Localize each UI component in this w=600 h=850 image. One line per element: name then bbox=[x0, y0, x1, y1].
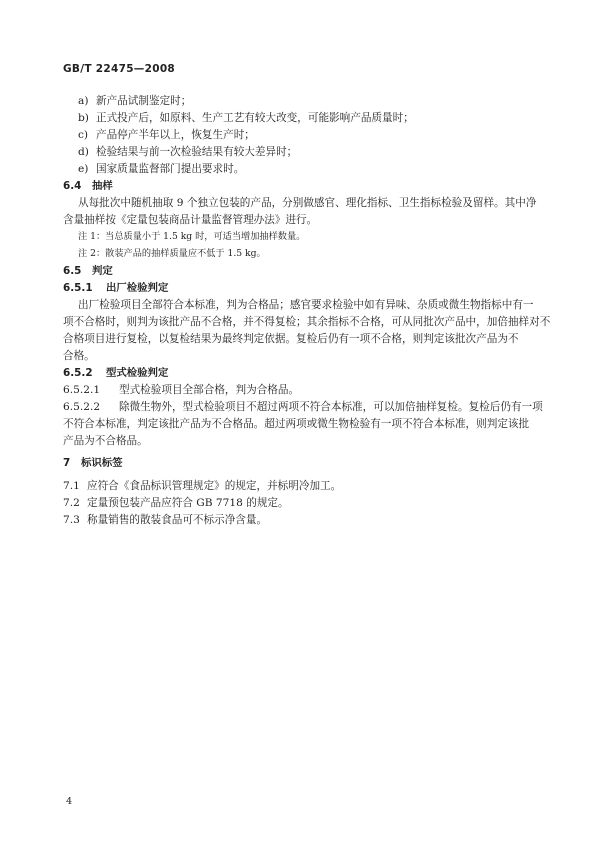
paragraph-line: 合格。 bbox=[63, 350, 95, 362]
clause-text: 应符合《食品标识管理规定》的规定，并标明冷加工。 bbox=[87, 480, 342, 492]
clause-text: 除微生物外，型式检验项目不超过两项不符合本标准，可以加倍抽样复检。复检后仍有一项 bbox=[119, 401, 543, 413]
clause-text: 不符合本标准，判定该批产品为不合格品。超过两项或微生物检验有一项不符合本标准，则判定该批 bbox=[63, 418, 530, 430]
clause-number: 7.2 bbox=[63, 497, 80, 509]
paragraph-line: 从每批次中随机抽取 9 个独立包装的产品，分别做感官、理化指标、卫生指标检验及留样。其中净 bbox=[78, 197, 537, 209]
list-item-text: 检验结果与前一次检验结果有较大差异时； bbox=[96, 146, 298, 158]
list-item-marker: e) bbox=[78, 163, 89, 175]
note-line: 注 2：散装产品的抽样质量应不低于 1.5 kg。 bbox=[78, 248, 266, 259]
page-number: 4 bbox=[66, 796, 73, 807]
section-number: 6.5.2 bbox=[63, 367, 93, 379]
clause-number: 6.5.2.1 bbox=[63, 384, 101, 396]
list-item-text: 国家质量监督部门提出要求时。 bbox=[96, 163, 245, 175]
chapter-title: 标识标签 bbox=[81, 457, 123, 469]
list-item-text: 产品停产半年以上，恢复生产时； bbox=[96, 129, 255, 141]
clause-text: 称量销售的散装食品可不标示净含量。 bbox=[87, 514, 268, 526]
clause-text: 定量预包装产品应符合 GB 7718 的规定。 bbox=[87, 497, 289, 509]
list-item-text: 正式投产后，如原料、生产工艺有较大改变，可能影响产品质量时； bbox=[96, 112, 414, 124]
section-number: 6.4 bbox=[63, 180, 82, 192]
section-title: 型式检验判定 bbox=[106, 367, 169, 379]
section-title: 判定 bbox=[92, 265, 113, 277]
standard-code-header: GB/T 22475—2008 bbox=[63, 63, 176, 75]
section-title: 出厂检验判定 bbox=[106, 282, 169, 294]
clause-number: 7.1 bbox=[63, 480, 80, 492]
chapter-number: 7 bbox=[63, 457, 71, 469]
list-item-marker: b) bbox=[78, 112, 89, 124]
section-title: 抽样 bbox=[92, 180, 113, 192]
section-number: 6.5 bbox=[63, 265, 82, 277]
list-item-text: 新产品试制鉴定时； bbox=[96, 95, 192, 107]
paragraph-line: 含量抽样按《定量包装商品计量监督管理办法》进行。 bbox=[63, 214, 318, 226]
paragraph-line: 出厂检验项目全部符合本标准，判为合格品；感官要求检验中如有异味、杂质或微生物指标中有一 bbox=[78, 299, 534, 311]
clause-number: 7.3 bbox=[63, 514, 80, 526]
note-line: 注 1：当总质量小于 1.5 kg 时，可适当增加抽样数量。 bbox=[78, 231, 306, 242]
clause-text: 型式检验项目全部合格，判为合格品。 bbox=[119, 384, 300, 396]
paragraph-line: 合格项目进行复检，以复检结果为最终判定依据。复检后仍有一项不合格，则判定该批次产品为不 bbox=[63, 333, 519, 345]
clause-text: 产品为不合格品。 bbox=[63, 435, 148, 447]
list-item-marker: a) bbox=[78, 95, 89, 107]
clause-number: 6.5.2.2 bbox=[63, 401, 101, 413]
paragraph-line: 项不合格时，则判为该批产品不合格，并不得复检；其余指标不合格，可从同批次产品中，加倍抽样对不 bbox=[63, 316, 551, 328]
section-number: 6.5.1 bbox=[63, 282, 93, 294]
list-item-marker: c) bbox=[78, 129, 89, 141]
list-item-marker: d) bbox=[78, 146, 89, 158]
